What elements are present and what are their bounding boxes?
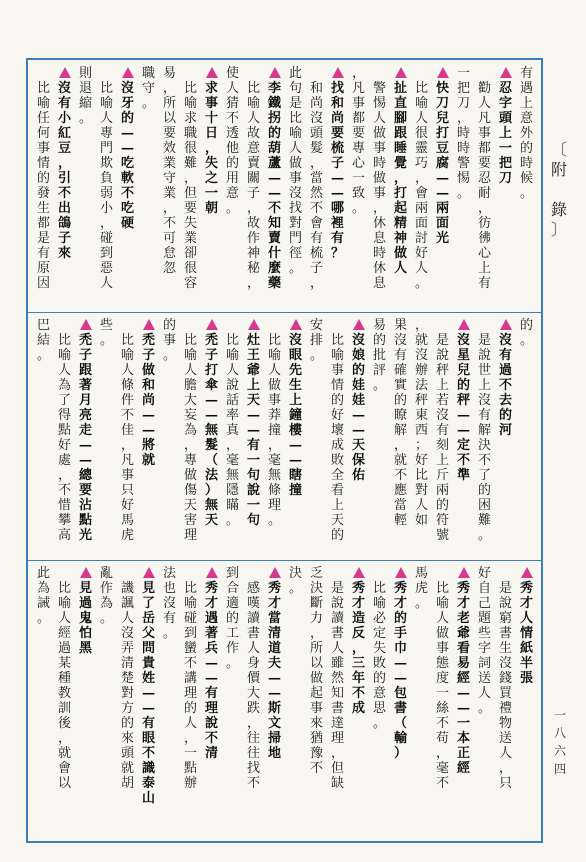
explanation-line: 到 合 適 的 工 作 。 bbox=[225, 566, 239, 671]
triangle-bullet-icon bbox=[59, 67, 71, 78]
explanation-line: ， 凡 事 都 要 專 心 一 致 。 bbox=[351, 66, 365, 216]
appendix-label: 〔 附 錄 〕 bbox=[550, 140, 567, 239]
proverb-entry: 忍 字 頭 上 一 把 刀 bbox=[496, 66, 515, 310]
explanation-line: 和 尚 沒 頭 髮 ， 當 然 不 會 有 梳 子 ， bbox=[309, 81, 323, 291]
triangle-bullet-icon bbox=[206, 567, 218, 578]
proverb-entry: 扯 直 腳 跟 睡 覺 ， 打 起 精 神 做 人 bbox=[391, 66, 410, 310]
explanation-line: 的 事 。 bbox=[162, 318, 176, 363]
explanation-line: 則 退 縮 。 bbox=[78, 66, 92, 126]
explanation-line: 比 喻 必 定 失 敗 的 意 思 。 bbox=[372, 581, 386, 731]
explanation-line: 馬 虎 。 bbox=[414, 566, 428, 611]
explanation-line: ， 就 沒 辦 法 秤 東 西 ； 好 比 對 人 如 bbox=[414, 318, 428, 528]
proverb-entry: 秀 才 遇 著 兵 — — 有 理 說 不 清 bbox=[202, 566, 221, 840]
explanation-line: 警 惕 人 做 事 時 做 事 ， 休 息 時 休 息 bbox=[372, 81, 386, 291]
proverb-entry: 灶 王 爺 上 天 — — 有 一 句 說 一 句 bbox=[244, 318, 263, 558]
explanation-line: 比 喻 求 職 很 難 ， 但 要 失 業 卻 很 容 bbox=[183, 81, 197, 291]
triangle-bullet-icon bbox=[395, 67, 407, 78]
proverb-entry: 見 過 鬼 怕 黑 bbox=[76, 566, 95, 840]
explanation-line: 使 人 猜 不 透 他 的 用 意 。 bbox=[225, 66, 239, 216]
explanation-line: 比 喻 事 情 的 好 壞 成 敗 全 看 上 天 的 bbox=[330, 333, 344, 543]
explanation-line: 決 。 bbox=[288, 566, 302, 596]
proverb-entry: 沒 眼 先 生 上 鐘 樓 — — 瞎 撞 bbox=[286, 318, 305, 558]
triangle-bullet-icon bbox=[458, 319, 470, 330]
proverb-entry: 沒 牙 的 — — 吃 軟 不 吃 硬 bbox=[118, 66, 137, 310]
explanation-line: 比 喻 人 經 過 某 種 教 訓 後 ， 就 會 以 bbox=[57, 581, 71, 791]
triangle-bullet-icon bbox=[143, 319, 155, 330]
triangle-bullet-icon bbox=[206, 67, 218, 78]
explanation-line: 的 。 bbox=[519, 318, 533, 348]
explanation-line: 比 喻 人 為 了 得 點 好 處 ， 不 惜 攀 高 bbox=[57, 333, 71, 543]
proverb-entry: 禿 子 做 和 尚 — — 將 就 bbox=[139, 318, 158, 558]
proverb-entry: 找 和 尚 要 梳 子 — — 哪 裡 有 ？ bbox=[328, 66, 347, 310]
explanation-line: 好 自 己 題 些 字 詞 送 人 。 bbox=[477, 566, 491, 716]
explanation-line: 比 喻 碰 到 蠻 不 講 理 的 人 ， 一 點 辦 bbox=[183, 581, 197, 791]
explanation-line: 巴 結 。 bbox=[36, 318, 50, 363]
explanation-line: 安 排 。 bbox=[309, 318, 323, 363]
triangle-bullet-icon bbox=[395, 567, 407, 578]
section-divider-1 bbox=[26, 312, 543, 313]
explanation-line: 法 也 沒 有 。 bbox=[162, 566, 176, 641]
explanation-line: 一 把 刀 ， 時 時 警 惕 。 bbox=[456, 66, 470, 201]
explanation-line: 是 說 讀 書 人 雖 然 知 書 達 理 ， 但 缺 bbox=[330, 581, 344, 791]
explanation-line: 易 ， 所 以 要 效 業 守 業 ， 不 可 怠 忽 bbox=[162, 66, 176, 276]
explanation-line: 是 說 秤 上 若 沒 有 刻 上 斤 兩 的 符 號 bbox=[435, 333, 449, 543]
triangle-bullet-icon bbox=[437, 67, 449, 78]
explanation-line: 比 喻 人 條 件 不 佳 ， 凡 事 只 好 馬 虎 bbox=[120, 333, 134, 543]
section-divider-2 bbox=[26, 560, 543, 561]
triangle-bullet-icon bbox=[206, 319, 218, 330]
triangle-bullet-icon bbox=[332, 67, 344, 78]
triangle-bullet-icon bbox=[500, 319, 512, 330]
triangle-bullet-icon bbox=[353, 319, 365, 330]
triangle-bullet-icon bbox=[458, 567, 470, 578]
proverb-entry: 李 鐵 拐 的 葫 蘆 — — 不 知 賣 什 麼 藥 bbox=[265, 66, 284, 310]
triangle-bullet-icon bbox=[500, 67, 512, 78]
triangle-bullet-icon bbox=[143, 567, 155, 578]
triangle-bullet-icon bbox=[248, 319, 260, 330]
proverb-entry: 秀 才 的 手 巾 — — 包 書 （ 輸 ） bbox=[391, 566, 410, 840]
explanation-line: 比 喻 人 很 靈 巧 ， 會 兩 面 討 好 人 。 bbox=[414, 81, 428, 291]
proverb-entry: 沒 娘 的 娃 娃 — — 天 保 佑 bbox=[349, 318, 368, 558]
explanation-line: 有 遇 上 意 外 的 時 候 。 bbox=[519, 66, 533, 201]
triangle-bullet-icon bbox=[80, 567, 92, 578]
proverb-entry: 禿 子 打 傘 — — 無 髮 （ 法 ） 無 天 bbox=[202, 318, 221, 558]
explanation-line: 比 喻 任 何 事 情 的 發 生 都 是 有 原 因 bbox=[36, 81, 50, 291]
explanation-line: 些 。 bbox=[99, 318, 113, 348]
explanation-line: 比 喻 人 膽 大 妄 為 ， 專 做 傷 天 害 理 bbox=[183, 333, 197, 543]
explanation-line: 此 為 誡 。 bbox=[36, 566, 50, 626]
explanation-line: 比 喻 人 做 事 莽 撞 ， 毫 無 條 理 。 bbox=[267, 333, 281, 528]
triangle-bullet-icon bbox=[290, 319, 302, 330]
triangle-bullet-icon bbox=[269, 567, 281, 578]
triangle-bullet-icon bbox=[269, 67, 281, 78]
explanation-line: 比 喻 人 故 意 賣 關 子 ， 故 作 神 秘 ， bbox=[246, 81, 260, 291]
explanation-line: 比 喻 人 說 話 率 真 ， 毫 無 隱 瞞 。 bbox=[225, 333, 239, 528]
proverb-entry: 見 了 岳 父 問 貴 姓 — — 有 眼 不 識 泰 山 bbox=[139, 566, 158, 840]
proverb-entry: 秀 才 人 情 紙 半 張 bbox=[517, 566, 536, 840]
explanation-line: 勸 人 凡 事 都 要 忍 耐 ， 彷 彿 心 上 有 bbox=[477, 81, 491, 291]
explanation-line: 乏 決 斷 力 ， 所 以 做 起 事 來 猶 豫 不 bbox=[309, 566, 323, 776]
explanation-line: 此 句 是 比 喻 人 做 事 沒 找 對 門 徑 。 bbox=[288, 66, 302, 276]
text-section-middle bbox=[30, 318, 538, 558]
explanation-line: 果 沒 有 確 實 的 瞭 解 ， 就 不 應 當 輕 bbox=[393, 318, 407, 528]
explanation-line: 譏 諷 人 沒 弄 清 楚 對 方 的 來 頭 就 胡 bbox=[120, 581, 134, 791]
proverb-entry: 秀 才 老 爺 看 易 經 — — 一 本 正 經 bbox=[454, 566, 473, 840]
proverb-entry: 沒 有 小 紅 豆 ， 引 不 出 鴿 子 來 bbox=[55, 66, 74, 310]
explanation-line: 是 說 窮 書 生 沒 錢 買 禮 物 送 人 ， 只 bbox=[498, 581, 512, 791]
text-section-top bbox=[30, 66, 538, 310]
explanation-line: 職 守 。 bbox=[141, 66, 155, 111]
explanation-line: 易 的 批 評 。 bbox=[372, 318, 386, 393]
proverb-entry: 求 事 十 日 ， 失 之 一 朝 bbox=[202, 66, 221, 310]
explanation-line: 比 喻 人 做 事 態 度 一 絲 不 苟 ， 毫 不 bbox=[435, 581, 449, 791]
proverb-entry: 禿 子 跟 著 月 亮 走 — — 總 要 沾 點 光 bbox=[76, 318, 95, 558]
text-section-bottom bbox=[30, 566, 538, 840]
explanation-line: 亂 作 為 。 bbox=[99, 566, 113, 626]
proverb-entry: 秀 才 造 反 ， 三 年 不 成 bbox=[349, 566, 368, 840]
proverb-entry: 沒 星 兒 的 秤 — — 定 不 準 bbox=[454, 318, 473, 558]
triangle-bullet-icon bbox=[521, 567, 533, 578]
page-number: 一 八 六 四 bbox=[553, 708, 566, 776]
explanation-line: 感 嘆 讀 書 人 身 價 大 跌 ， 往 往 找 不 bbox=[246, 581, 260, 791]
triangle-bullet-icon bbox=[353, 567, 365, 578]
triangle-bullet-icon bbox=[122, 67, 134, 78]
triangle-bullet-icon bbox=[80, 319, 92, 330]
explanation-line: 是 說 世 上 沒 有 解 決 不 了 的 困 難 。 bbox=[477, 333, 491, 543]
proverb-entry: 沒 有 過 不 去 的 河 bbox=[496, 318, 515, 558]
explanation-line: 比 喻 人 專 門 欺 負 弱 小 ， 碰 到 惡 人 bbox=[99, 81, 113, 291]
proverb-entry: 快 刀 兒 打 豆 腐 — — 兩 面 光 bbox=[433, 66, 452, 310]
proverb-entry: 秀 才 當 清 道 夫 — — 斯 文 掃 地 bbox=[265, 566, 284, 840]
